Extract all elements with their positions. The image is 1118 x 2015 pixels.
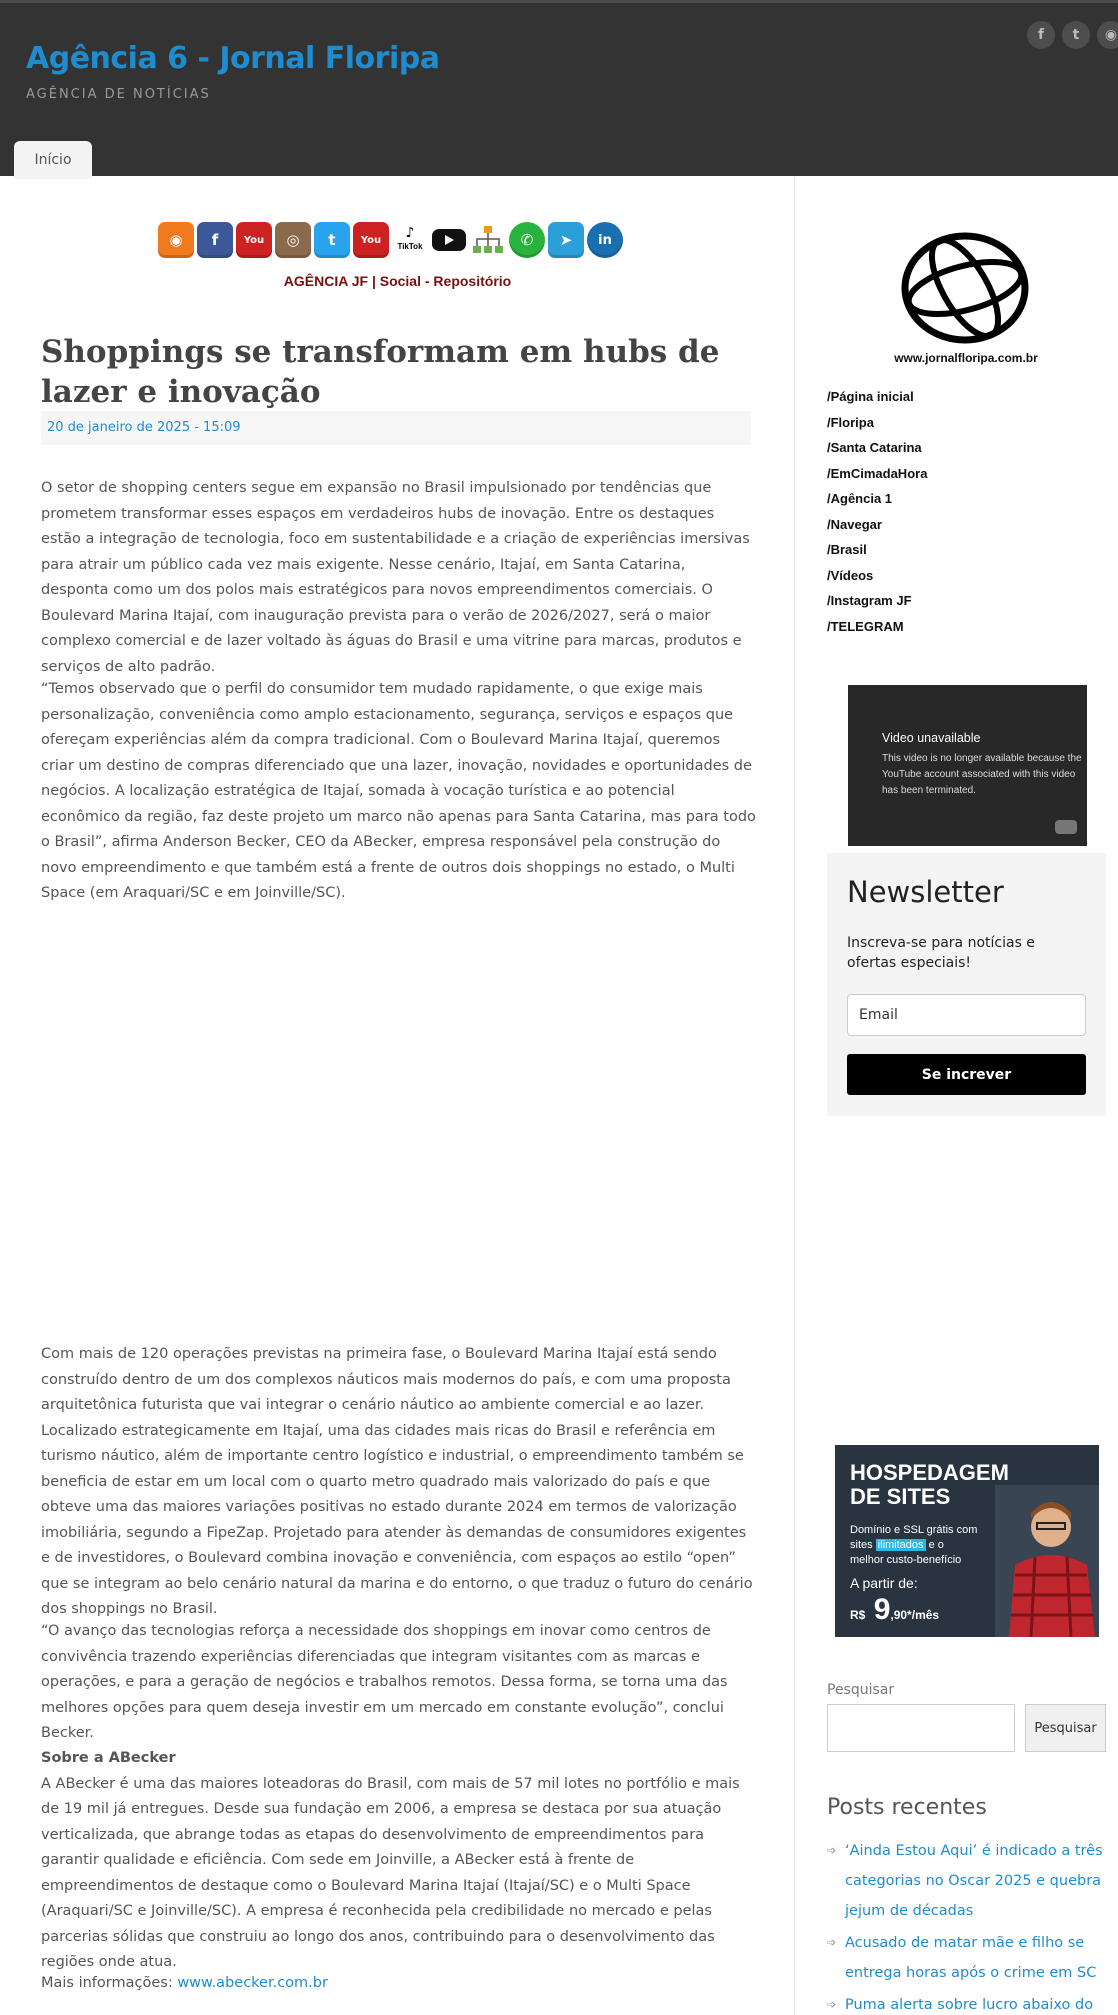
recent-post-item[interactable] <box>827 1928 1107 1988</box>
logo-url-text: www.jornalfloripa.com.br <box>894 351 1038 365</box>
newsletter-email-input[interactable] <box>847 994 1086 1036</box>
site-title[interactable]: Agência 6 - Jornal Floripa <box>26 41 440 76</box>
search-button[interactable]: Pesquisar <box>1025 1704 1106 1752</box>
post-meta <box>41 411 751 445</box>
sidebar-link[interactable]: /EmCimadaHora <box>827 465 928 481</box>
rss-icon[interactable]: ◉ <box>158 222 194 258</box>
newsletter-subscribe-button[interactable]: Se increver <box>847 1054 1086 1095</box>
youtube-icon[interactable]: You <box>353 222 389 258</box>
nav-home-tab[interactable]: Início <box>14 141 92 179</box>
about-heading: Sobre a ABecker <box>41 1750 176 1766</box>
rss-icon[interactable]: ◉ <box>1097 21 1118 49</box>
search-label: Pesquisar <box>827 1682 895 1698</box>
arrow-right-icon: ➩ <box>827 1936 837 1949</box>
recent-posts-list <box>827 1836 1107 2015</box>
newsletter-title: Newsletter <box>847 875 1004 909</box>
ad-price-cents: ,90* <box>890 1608 912 1622</box>
ad-price-int: 9 <box>873 1593 891 1626</box>
about-section <box>41 1746 757 1976</box>
post-date[interactable]: 20 de janeiro de 2025 - 15:09 <box>47 420 241 435</box>
sidebar-link[interactable]: /Santa Catarina <box>827 440 922 455</box>
ad-from-label: A partir de: <box>850 1575 918 1591</box>
header-social-links <box>1027 21 1118 49</box>
video-unavailable-message: This video is no longer available because the YouTube account associated with this video has been terminated. <box>882 753 1082 796</box>
sitemap-icon[interactable] <box>470 222 506 258</box>
arrow-right-icon: ➩ <box>827 1844 837 1857</box>
hosting-ad-banner[interactable] <box>835 1445 1099 1637</box>
sidebar-link[interactable]: /TELEGRAM <box>827 618 904 634</box>
sidebar-link[interactable]: /Navegar <box>827 516 882 532</box>
ad-headline <box>850 1461 1009 1509</box>
post-paragraph: “O avanço das tecnologias reforça a necessidade dos shoppings em inovar como centros de convivência trazendo experiências diferenciadas que integram visitantes com as marcas e operações, e para a geração de negócios e trabalhos remotos. Dessa forma, se torna uma das melhores opções para quem deseja investir em um mercado em constante evolução”, conclui Becker. <box>41 1623 728 1741</box>
ad-headline-line: HOSPEDAGEM <box>850 1460 1009 1485</box>
about-text: A ABecker é uma das maiores loteadoras do Brasil, com mais de 57 mil lotes no portfólio e mais de 19 mil já entregues. Desde sua fundação em 2006, a empresa se destaca por sua atuação verticalizada, que abrange todas as etapas do desenvolvimento de empreendimentos para garantir qualidade e eficiência. Com sede em Joinville, a ABecker está à frente de empreendimentos de destaque como o Boulevard Marina Itajaí (Itajaí/SC) e o Multi Space (Araquari/SC e Joinville/SC). A empresa é reconhecida pela credibilidade no mercado e pelas parcerias sólidas que construiu ao longo dos anos, contribuindo para o desenvolvimento das regiões onde atua. <box>41 1775 740 1970</box>
repository-link[interactable]: AGÊNCIA JF | Social - Repositório <box>283 273 512 289</box>
sidebar-link[interactable]: /Floripa <box>827 414 874 430</box>
social-icon-bar <box>158 222 623 258</box>
recent-posts-title: Posts recentes <box>827 1795 987 1820</box>
youtube-icon[interactable]: You <box>236 222 272 258</box>
linkedin-icon[interactable]: in <box>587 222 623 258</box>
youtube-logo-icon[interactable] <box>1055 820 1077 834</box>
ad-subtext <box>850 1523 980 1568</box>
whatsapp-icon[interactable]: ✆ <box>509 222 545 258</box>
more-info <box>41 1971 757 1997</box>
recent-post-link[interactable]: ‘Ainda Estou Aqui’ é indicado a três categorias no Oscar 2025 e quebra jejum de décadas <box>845 1843 1103 1919</box>
newsletter-text: Inscreva-se para notícias e ofertas especiais! <box>847 935 1035 971</box>
abecker-link[interactable]: www.abecker.com.br <box>177 1975 328 1991</box>
ad-subtext-part: Domínio e SSL grátis com sites <box>850 1524 978 1551</box>
post-title: Shoppings se transformam em hubs de lazer e inovação <box>41 334 720 410</box>
sidebar <box>796 176 1118 2015</box>
arrow-right-icon: ➩ <box>827 1998 837 2011</box>
post-paragraph: O setor de shopping centers segue em expansão no Brasil impulsionado por tendências que prometem transformar esses espaços em verdadeiros hubs de inovação. Entre os destaques estão a integração de tecnologia, foco em sustentabilidade e a criação de experiências imersivas para atrair um público cada vez mais exigente. Nesse cenário, Itajaí, em Santa Catarina, desponta como um dos polos mais estratégicos para novos empreendimentos comerciais. O Boulevard Marina Itajaí, com inauguração prevista para o verão de 2026/2027, será o maior complexo comercial e de lazer voltado às águas do Brasil e uma vitrine para marcas, produtos e serviços de alto padrão. <box>41 480 750 675</box>
ad-subtext-part: e o melhor custo-benefício <box>850 1539 962 1566</box>
ad-price <box>850 1593 939 1627</box>
tiktok-icon[interactable]: ♪ TikTok <box>392 222 428 258</box>
facebook-icon[interactable]: f <box>197 222 233 258</box>
search-input[interactable] <box>827 1704 1015 1752</box>
telegram-icon[interactable]: ➤ <box>548 222 584 258</box>
ad-highlight: ilimitados <box>877 1539 924 1551</box>
tiktok-label: TikTok <box>397 242 423 251</box>
recent-post-link[interactable]: Puma alerta sobre lucro abaixo do <box>845 1997 1094 2013</box>
ad-currency: R$ <box>850 1608 866 1622</box>
facebook-icon[interactable]: f <box>1027 21 1055 49</box>
recent-post-link[interactable]: Acusado de matar mãe e filho se entrega horas após o crime em SC <box>845 1935 1097 1981</box>
sidebar-link[interactable]: /Brasil <box>827 542 867 557</box>
post-paragraph: Com mais de 120 operações previstas na primeira fase, o Boulevard Marina Itajaí está sendo construído dentro de um dos complexos náuticos mais modernos do país, e com uma proposta arquitetônica futurista que vai integrar o cenário náutico ao ambiente comercial e ao lazer. Localizado estrategicamente em Itajaí, uma das cidades mais ricas do Brasil e referência em turismo náutico, além de importante centro logístico e industrial, o empreendimento também se beneficia de estar em um local com o quarto metro quadrado mais valorizado do país e que obteve uma das maiores variações positivas no estado durante 2024 em termos de valorização imobiliária, segundo a FipeZap. Projetado para atender às demandas de consumidores exigentes e de investidores, o Boulevard combina inovação e conveniência, com espaços ao estilo “open” que se integram ao belo cenário natural da marina e do entorno, o que traduz o futuro do cenário dos shoppings no Brasil. <box>41 1346 753 1617</box>
more-info-label: Mais informações: <box>41 1975 178 1991</box>
instagram-icon[interactable]: ◎ <box>275 222 311 258</box>
video-unavailable-title: Video unavailable <box>882 731 981 745</box>
recent-post-item[interactable] <box>827 1836 1107 1926</box>
twitter-icon[interactable]: t <box>1062 21 1090 49</box>
ad-headline-line: DE SITES <box>850 1484 951 1509</box>
sidebar-link[interactable]: /Agência 1 <box>827 491 893 506</box>
sidebar-link[interactable]: /Página inicial <box>827 389 914 404</box>
ad-person-illustration <box>995 1485 1099 1637</box>
sidebar-link[interactable]: /Vídeos <box>827 567 874 583</box>
site-header <box>0 0 1118 176</box>
sidebar-link-list <box>827 384 927 639</box>
site-description: AGÊNCIA DE NOTÍCIAS <box>26 87 211 102</box>
youtube-play-icon[interactable] <box>431 222 467 258</box>
post-paragraph: “Temos observado que o perfil do consumidor tem mudado rapidamente, o que exige mais personalização, conveniência como amplo estacionamento, segurança, serviços e espaços que ofereçam experiências além da compra tradicional. Com o Boulevard Marina Itajaí, queremos criar um destino de compras diferenciado que una lazer, inovação, novidades e oportunidades de negócios. A localização estratégica de Itajaí, somada à vocação turística e ao potencial econômico da região, faz deste projeto um marco não apenas para Santa Catarina, mas para todo o Brasil”, afirma Anderson Becker, CEO da ABecker, empresa responsável pela construção do novo empreendimento e que também está a frente de outros dois shoppings no estado, o Multi Space (em Araquari/SC e em Joinville/SC). <box>41 681 756 901</box>
sidebar-link[interactable]: /Instagram JF <box>827 593 912 608</box>
recent-post-item[interactable] <box>827 1990 1107 2015</box>
ad-price-period: /mês <box>911 1608 940 1622</box>
jornal-floripa-logo[interactable] <box>890 226 1040 366</box>
video-embed[interactable] <box>848 685 1087 846</box>
newsletter-widget <box>827 853 1106 1116</box>
main-content <box>0 176 795 2015</box>
twitter-icon[interactable]: t <box>314 222 350 258</box>
